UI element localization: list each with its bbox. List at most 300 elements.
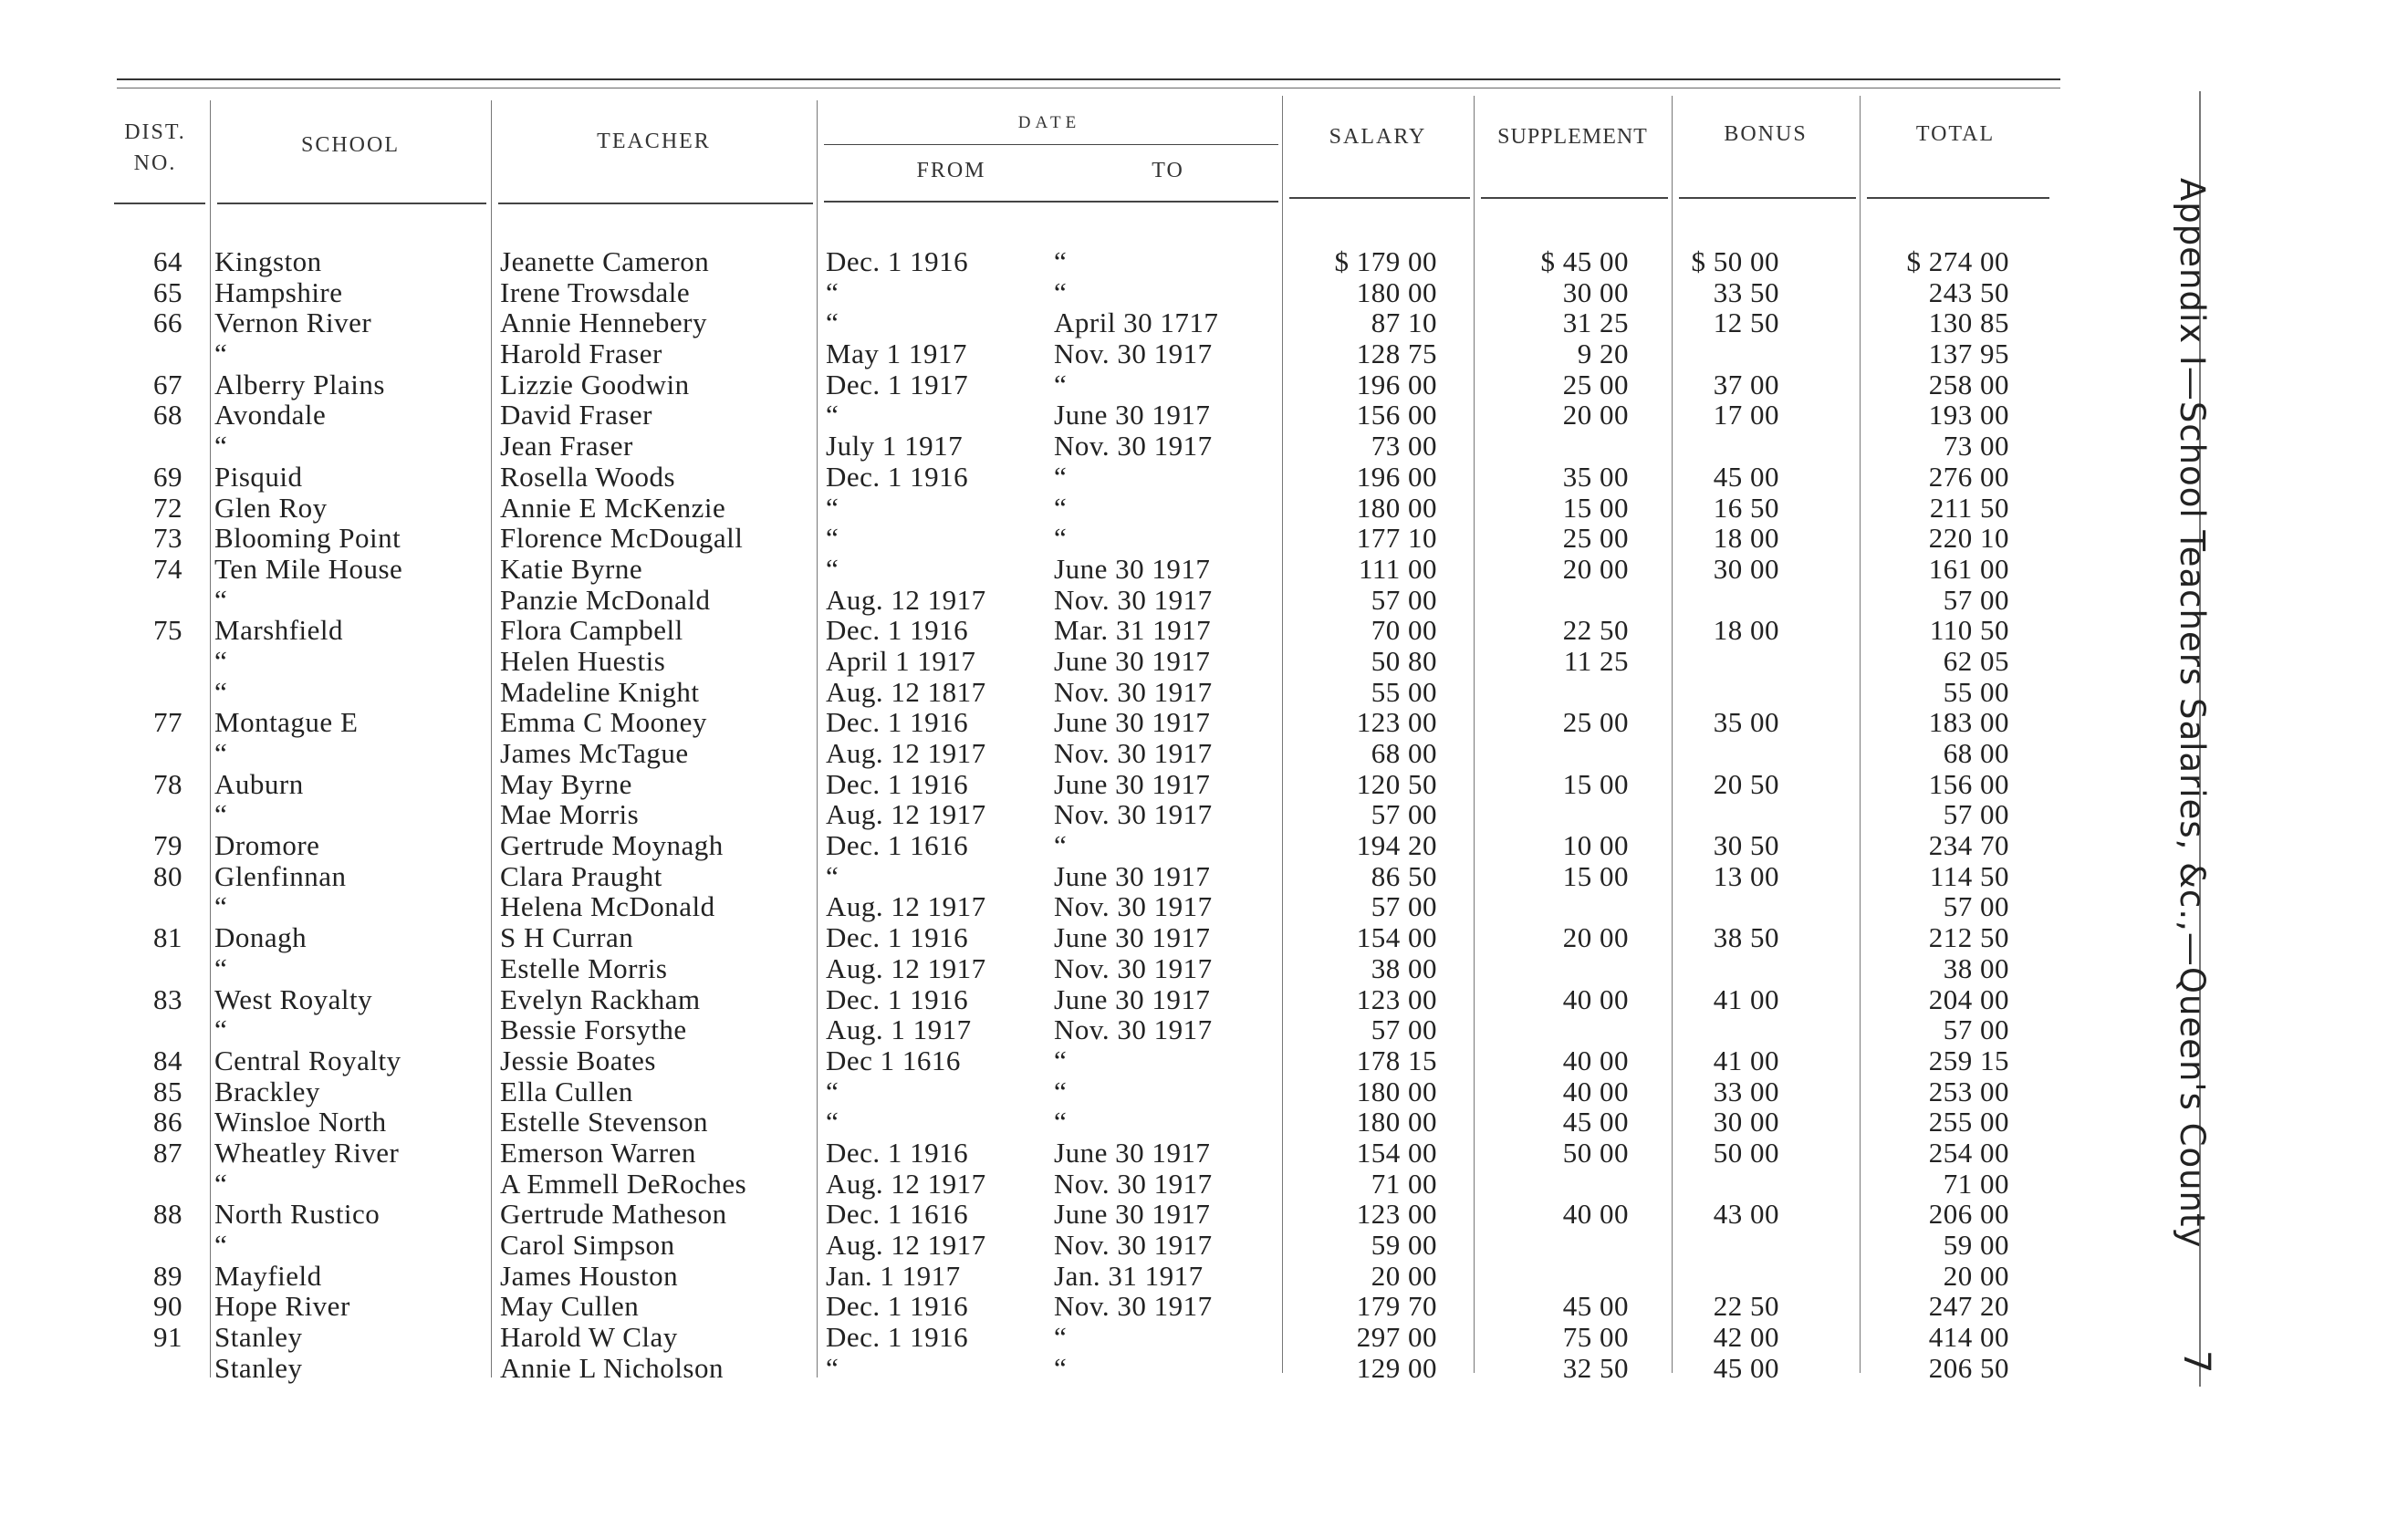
table-row xyxy=(0,246,2099,277)
table-row xyxy=(0,1169,2099,1200)
bonus-cell: 41 00 xyxy=(1713,982,1779,1015)
supplement-cell: 25 00 xyxy=(1562,368,1629,400)
salary-cell: 55 00 xyxy=(1371,675,1437,708)
teacher-cell: Carol Simpson xyxy=(500,1229,675,1261)
school-cell: North Rustico xyxy=(214,1198,380,1231)
date-to-cell: Nov. 30 1917 xyxy=(1054,675,1213,708)
date-from-cell: “ xyxy=(826,399,839,431)
header-school: SCHOOL xyxy=(300,133,400,157)
total-cell: 247 20 xyxy=(1928,1290,2009,1323)
teacher-cell: Emerson Warren xyxy=(500,1136,696,1169)
date-from-cell: Aug. 12 1917 xyxy=(826,951,986,984)
date-from-cell: April 1 1917 xyxy=(826,644,976,677)
dist-cell: 86 xyxy=(153,1106,182,1138)
total-cell: $ 274 00 xyxy=(1906,245,2009,277)
bonus-cell: 13 00 xyxy=(1713,859,1779,892)
date-from-cell: Dec. 1 1916 xyxy=(826,982,969,1015)
bonus-cell: 22 50 xyxy=(1713,1290,1779,1323)
table-row xyxy=(0,462,2099,493)
bonus-cell: 12 50 xyxy=(1713,307,1779,339)
date-to-cell: Nov. 30 1917 xyxy=(1054,1013,1213,1046)
bonus-cell: 30 50 xyxy=(1713,829,1779,862)
bonus-cell: 30 00 xyxy=(1713,1106,1779,1138)
salary-cell: 57 00 xyxy=(1371,1013,1437,1046)
salary-cell: 111 00 xyxy=(1359,552,1437,585)
table-row xyxy=(0,830,2099,861)
bonus-cell: 35 00 xyxy=(1713,706,1779,739)
school-cell: Wheatley River xyxy=(214,1136,400,1169)
table-row xyxy=(0,554,2099,585)
total-cell: 206 50 xyxy=(1928,1351,2009,1384)
teacher-cell: Lizzie Goodwin xyxy=(500,368,690,400)
table-row xyxy=(0,585,2099,616)
date-from-cell: Aug. 12 1817 xyxy=(826,675,986,708)
table-row xyxy=(0,1261,2099,1292)
salary-cell: 86 50 xyxy=(1371,859,1437,892)
teacher-cell: Flora Campbell xyxy=(500,614,683,647)
supplement-cell: 75 00 xyxy=(1562,1321,1629,1354)
salary-cell: 196 00 xyxy=(1356,368,1437,400)
salary-cell: 57 00 xyxy=(1371,890,1437,923)
total-cell: 258 00 xyxy=(1928,368,2009,400)
table-row xyxy=(0,1353,2099,1384)
date-from-cell: Dec. 1 1916 xyxy=(826,921,969,954)
total-cell: 212 50 xyxy=(1928,921,2009,954)
school-cell: Avondale xyxy=(214,399,327,431)
bonus-cell: 37 00 xyxy=(1713,368,1779,400)
total-cell: 73 00 xyxy=(1943,430,2009,463)
teacher-cell: Rosella Woods xyxy=(500,460,676,493)
bonus-cell: 38 50 xyxy=(1713,921,1779,954)
school-cell: Stanley xyxy=(214,1321,303,1354)
date-from-cell: Aug. 1 1917 xyxy=(826,1013,972,1046)
date-from-cell: Dec. 1 1616 xyxy=(826,1198,969,1231)
date-from-cell: Dec. 1 1916 xyxy=(826,614,969,647)
date-to-cell: Nov. 30 1917 xyxy=(1054,737,1213,769)
school-cell: Stanley xyxy=(214,1351,303,1384)
date-to-cell: “ xyxy=(1054,1106,1068,1138)
header-underline xyxy=(824,201,1278,203)
school-cell: Winsloe North xyxy=(214,1106,387,1138)
school-cell: “ xyxy=(214,644,228,677)
header-dist-label: DIST. xyxy=(124,120,186,144)
dist-cell: 77 xyxy=(153,706,182,739)
salary-cell: 180 00 xyxy=(1356,1106,1437,1138)
school-cell: “ xyxy=(214,583,228,616)
header-total: TOTAL xyxy=(1915,122,1996,146)
bonus-cell: 41 00 xyxy=(1713,1044,1779,1076)
total-cell: 276 00 xyxy=(1928,460,2009,493)
table-row xyxy=(0,677,2099,708)
total-cell: 204 00 xyxy=(1928,982,2009,1015)
date-from-cell: Aug. 12 1917 xyxy=(826,583,986,616)
school-cell: “ xyxy=(214,737,228,769)
salary-cell: 297 00 xyxy=(1356,1321,1437,1354)
teacher-cell: Gertrude Moynagh xyxy=(500,829,724,862)
header-underline xyxy=(1289,197,1470,199)
school-cell: “ xyxy=(214,890,228,923)
table-row xyxy=(0,1230,2099,1261)
table-row xyxy=(0,1138,2099,1169)
date-from-cell: “ xyxy=(826,1351,839,1384)
total-cell: 206 00 xyxy=(1928,1198,2009,1231)
table-row xyxy=(0,615,2099,646)
teacher-cell: Evelyn Rackham xyxy=(500,982,701,1015)
supplement-cell: 25 00 xyxy=(1562,706,1629,739)
date-to-cell: “ xyxy=(1054,1075,1068,1107)
header-dist xyxy=(105,117,205,179)
school-cell: Dromore xyxy=(214,829,320,862)
bonus-cell: 18 00 xyxy=(1713,522,1779,555)
date-to-cell: June 30 1917 xyxy=(1054,1136,1211,1169)
date-from-cell: “ xyxy=(826,275,839,308)
header-salary: SALARY xyxy=(1329,125,1427,149)
school-cell: Mayfield xyxy=(214,1259,322,1292)
bonus-cell: 33 00 xyxy=(1713,1075,1779,1107)
total-cell: 255 00 xyxy=(1928,1106,2009,1138)
header-underline xyxy=(1867,197,2049,199)
school-cell: Blooming Point xyxy=(214,522,401,555)
supplement-cell: 25 00 xyxy=(1562,522,1629,555)
date-to-cell: June 30 1917 xyxy=(1054,644,1211,677)
date-from-cell: Aug. 12 1917 xyxy=(826,890,986,923)
school-cell: Marshfield xyxy=(214,614,344,647)
salary-cell: 154 00 xyxy=(1356,921,1437,954)
table-row xyxy=(0,984,2099,1015)
total-cell: 259 15 xyxy=(1928,1044,2009,1076)
date-from-cell: May 1 1917 xyxy=(826,338,967,370)
salary-cell: 57 00 xyxy=(1371,798,1437,831)
dist-cell: 65 xyxy=(153,275,182,308)
supplement-cell: 40 00 xyxy=(1562,1075,1629,1107)
bonus-cell: 16 50 xyxy=(1713,491,1779,524)
dist-cell: 81 xyxy=(153,921,182,954)
date-to-cell: Nov. 30 1917 xyxy=(1054,1167,1213,1200)
table-row xyxy=(0,646,2099,677)
salary-cell: 57 00 xyxy=(1371,583,1437,616)
total-cell: 57 00 xyxy=(1943,1013,2009,1046)
table-row xyxy=(0,922,2099,953)
date-from-cell: Aug. 12 1917 xyxy=(826,1229,986,1261)
supplement-cell: 30 00 xyxy=(1562,275,1629,308)
salary-cell: 59 00 xyxy=(1371,1229,1437,1261)
date-to-cell: June 30 1917 xyxy=(1054,982,1211,1015)
date-from-cell: Aug. 12 1917 xyxy=(826,737,986,769)
salary-cell: 180 00 xyxy=(1356,491,1437,524)
date-from-cell: Dec. 1 1916 xyxy=(826,245,969,277)
supplement-cell: 20 00 xyxy=(1562,552,1629,585)
table-row xyxy=(0,799,2099,830)
date-to-cell: Nov. 30 1917 xyxy=(1054,430,1213,463)
date-to-cell: Jan. 31 1917 xyxy=(1054,1259,1204,1292)
teacher-cell: James Houston xyxy=(500,1259,679,1292)
dist-cell: 89 xyxy=(153,1259,182,1292)
date-from-cell: Dec. 1 1917 xyxy=(826,368,969,400)
teacher-cell: Mae Morris xyxy=(500,798,640,831)
header-date: DATE xyxy=(1017,113,1081,132)
date-from-cell: “ xyxy=(826,307,839,339)
table-row xyxy=(0,861,2099,892)
teacher-cell: May Cullen xyxy=(500,1290,640,1323)
dist-cell: 80 xyxy=(153,859,182,892)
salary-cell: 87 10 xyxy=(1371,307,1437,339)
school-cell: “ xyxy=(214,951,228,984)
header-bonus: BONUS xyxy=(1724,122,1808,146)
teacher-cell: Katie Byrne xyxy=(500,552,643,585)
date-from-cell: July 1 1917 xyxy=(826,430,964,463)
school-cell: Pisquid xyxy=(214,460,303,493)
school-cell: “ xyxy=(214,675,228,708)
school-cell: Glen Roy xyxy=(214,491,328,524)
date-from-cell: Dec 1 1616 xyxy=(826,1044,961,1076)
side-title: Appendix I—School Teachers Salaries, &c.,—Queen's County xyxy=(2173,178,2212,1249)
salary-cell: 73 00 xyxy=(1371,430,1437,463)
date-to-cell: Nov. 30 1917 xyxy=(1054,583,1213,616)
header-underline xyxy=(498,203,813,204)
school-cell: Kingston xyxy=(214,245,322,277)
salary-cell: 38 00 xyxy=(1371,951,1437,984)
total-cell: 183 00 xyxy=(1928,706,2009,739)
date-to-cell: “ xyxy=(1054,245,1068,277)
teacher-cell: Emma C Mooney xyxy=(500,706,707,739)
teacher-cell: Jessie Boates xyxy=(500,1044,656,1076)
date-to-cell: “ xyxy=(1054,1321,1068,1354)
table-row xyxy=(0,493,2099,524)
total-cell: 414 00 xyxy=(1928,1321,2009,1354)
dist-cell: 83 xyxy=(153,982,182,1015)
salary-cell: 120 50 xyxy=(1356,767,1437,800)
page-number: 7 xyxy=(2175,1350,2217,1374)
date-from-cell: Dec. 1 1916 xyxy=(826,767,969,800)
table-row xyxy=(0,1107,2099,1138)
total-cell: 57 00 xyxy=(1943,798,2009,831)
bonus-cell: 18 00 xyxy=(1713,614,1779,647)
total-cell: 68 00 xyxy=(1943,737,2009,769)
date-from-cell: Dec. 1 1916 xyxy=(826,1136,969,1169)
dist-cell: 72 xyxy=(153,491,182,524)
supplement-cell: 45 00 xyxy=(1562,1106,1629,1138)
supplement-cell: 22 50 xyxy=(1562,614,1629,647)
dist-cell: 66 xyxy=(153,307,182,339)
teacher-cell: A Emmell DeRoches xyxy=(500,1167,747,1200)
school-cell: Montague E xyxy=(214,706,359,739)
table-row xyxy=(0,338,2099,369)
table-row xyxy=(0,707,2099,738)
bonus-cell: 20 50 xyxy=(1713,767,1779,800)
date-to-cell: “ xyxy=(1054,275,1068,308)
date-from-cell: Dec. 1 1916 xyxy=(826,1290,969,1323)
salary-cell: 70 00 xyxy=(1371,614,1437,647)
dist-cell: 75 xyxy=(153,614,182,647)
supplement-cell: 45 00 xyxy=(1562,1290,1629,1323)
table-row xyxy=(0,1291,2099,1322)
supplement-cell: 40 00 xyxy=(1562,982,1629,1015)
school-cell: Glenfinnan xyxy=(214,859,347,892)
table-row xyxy=(0,1014,2099,1045)
date-to-cell: June 30 1917 xyxy=(1054,921,1211,954)
salary-cell: 123 00 xyxy=(1356,1198,1437,1231)
teacher-cell: May Byrne xyxy=(500,767,632,800)
school-cell: Auburn xyxy=(214,767,304,800)
date-to-cell: June 30 1917 xyxy=(1054,552,1211,585)
total-cell: 38 00 xyxy=(1943,951,2009,984)
header-to: TO xyxy=(1152,159,1184,182)
teacher-cell: Madeline Knight xyxy=(500,675,700,708)
date-from-cell: Aug. 12 1917 xyxy=(826,798,986,831)
table-row xyxy=(0,1045,2099,1076)
school-cell: Ten Mile House xyxy=(214,552,403,585)
teacher-cell: S H Curran xyxy=(500,921,634,954)
teacher-cell: Annie E McKenzie xyxy=(500,491,726,524)
teacher-cell: Annie L Nicholson xyxy=(500,1351,724,1384)
date-from-cell: Dec. 1 1916 xyxy=(826,706,969,739)
school-cell: “ xyxy=(214,1167,228,1200)
table-row xyxy=(0,307,2099,338)
salary-cell: 194 20 xyxy=(1356,829,1437,862)
bonus-cell: 50 00 xyxy=(1713,1136,1779,1169)
school-cell: Alberry Plains xyxy=(214,368,385,400)
bonus-cell: 33 50 xyxy=(1713,275,1779,308)
teacher-cell: Helen Huestis xyxy=(500,644,666,677)
bonus-cell: 30 00 xyxy=(1713,552,1779,585)
header-from: FROM xyxy=(916,159,986,182)
table-row xyxy=(0,738,2099,769)
date-from-cell: “ xyxy=(826,491,839,524)
dist-cell: 67 xyxy=(153,368,182,400)
teacher-cell: Ella Cullen xyxy=(500,1075,633,1107)
school-cell: Central Royalty xyxy=(214,1044,401,1076)
header-teacher: TEACHER xyxy=(597,130,711,153)
date-to-cell: “ xyxy=(1054,1044,1068,1076)
salary-cell: 123 00 xyxy=(1356,982,1437,1015)
total-cell: 211 50 xyxy=(1929,491,2009,524)
teacher-cell: Florence McDougall xyxy=(500,522,744,555)
supplement-cell: 9 20 xyxy=(1577,338,1629,370)
school-cell: Hope River xyxy=(214,1290,350,1323)
teacher-cell: Helena McDonald xyxy=(500,890,715,923)
salary-cell: 68 00 xyxy=(1371,737,1437,769)
table-row xyxy=(0,769,2099,800)
bonus-cell: 42 00 xyxy=(1713,1321,1779,1354)
supplement-cell: 15 00 xyxy=(1562,767,1629,800)
total-cell: 114 50 xyxy=(1929,859,2009,892)
date-from-cell: Jan. 1 1917 xyxy=(826,1259,961,1292)
teacher-cell: Estelle Stevenson xyxy=(500,1106,709,1138)
table-row xyxy=(0,953,2099,984)
salary-cell: 179 70 xyxy=(1356,1290,1437,1323)
teacher-cell: Estelle Morris xyxy=(500,951,668,984)
teacher-cell: Harold Fraser xyxy=(500,338,662,370)
total-cell: 110 50 xyxy=(1929,614,2009,647)
school-cell: “ xyxy=(214,1013,228,1046)
dist-cell: 68 xyxy=(153,399,182,431)
date-from-cell: Dec. 1 1916 xyxy=(826,460,969,493)
table-row xyxy=(0,523,2099,554)
dist-cell: 87 xyxy=(153,1136,182,1169)
table-row xyxy=(0,277,2099,308)
total-cell: 62 05 xyxy=(1943,644,2009,677)
supplement-cell: 20 00 xyxy=(1562,921,1629,954)
salary-table-body xyxy=(0,246,2099,1383)
total-cell: 59 00 xyxy=(1943,1229,2009,1261)
bonus-cell: 45 00 xyxy=(1713,460,1779,493)
supplement-cell: 31 25 xyxy=(1562,307,1629,339)
date-to-cell: “ xyxy=(1054,368,1068,400)
top-rule xyxy=(117,78,2060,80)
table-row xyxy=(0,400,2099,431)
school-cell: “ xyxy=(214,338,228,370)
supplement-cell: 20 00 xyxy=(1562,399,1629,431)
teacher-cell: Jean Fraser xyxy=(500,430,633,463)
supplement-cell: 35 00 xyxy=(1562,460,1629,493)
table-row xyxy=(0,891,2099,922)
total-cell: 20 00 xyxy=(1943,1259,2009,1292)
school-cell: West Royalty xyxy=(214,982,373,1015)
dist-cell: 84 xyxy=(153,1044,182,1076)
salary-cell: 50 80 xyxy=(1371,644,1437,677)
header-underline xyxy=(1679,197,1856,199)
header-supplement: SUPPLEMENT xyxy=(1497,125,1648,149)
table-row xyxy=(0,431,2099,462)
table-row xyxy=(0,1076,2099,1107)
header-underline xyxy=(1481,197,1668,199)
school-cell: Donagh xyxy=(214,921,308,954)
dist-cell: 91 xyxy=(153,1321,182,1354)
dist-cell: 85 xyxy=(153,1075,182,1107)
supplement-cell: 11 25 xyxy=(1563,644,1629,677)
dist-cell: 90 xyxy=(153,1290,182,1323)
school-cell: “ xyxy=(214,430,228,463)
teacher-cell: Irene Trowsdale xyxy=(500,275,691,308)
date-from-cell: Dec. 1 1616 xyxy=(826,829,969,862)
supplement-cell: 40 00 xyxy=(1562,1044,1629,1076)
date-to-cell: June 30 1917 xyxy=(1054,767,1211,800)
salary-cell: 178 15 xyxy=(1356,1044,1437,1076)
school-cell: Brackley xyxy=(214,1075,320,1107)
dist-cell: 88 xyxy=(153,1198,182,1231)
school-cell: Hampshire xyxy=(214,275,343,308)
teacher-cell: Bessie Forsythe xyxy=(500,1013,687,1046)
date-from-cell: “ xyxy=(826,522,839,555)
date-to-cell: April 30 1717 xyxy=(1054,307,1219,339)
dist-cell: 69 xyxy=(153,460,182,493)
total-cell: 254 00 xyxy=(1928,1136,2009,1169)
total-cell: 193 00 xyxy=(1928,399,2009,431)
teacher-cell: Annie Hennebery xyxy=(500,307,707,339)
supplement-cell: 15 00 xyxy=(1562,859,1629,892)
salary-cell: 129 00 xyxy=(1356,1351,1437,1384)
table-row xyxy=(0,1199,2099,1230)
total-cell: 161 00 xyxy=(1928,552,2009,585)
total-cell: 57 00 xyxy=(1943,583,2009,616)
date-from-cell: “ xyxy=(826,552,839,585)
header-underline xyxy=(114,203,205,204)
salary-cell: 156 00 xyxy=(1356,399,1437,431)
header-no-label: NO. xyxy=(133,151,177,175)
date-from-cell: Aug. 12 1917 xyxy=(826,1167,986,1200)
dist-cell: 78 xyxy=(153,767,182,800)
dist-cell: 74 xyxy=(153,552,182,585)
bonus-cell: 43 00 xyxy=(1713,1198,1779,1231)
total-cell: 57 00 xyxy=(1943,890,2009,923)
supplement-cell: 10 00 xyxy=(1562,829,1629,862)
total-cell: 156 00 xyxy=(1928,767,2009,800)
date-from-cell: “ xyxy=(826,859,839,892)
date-to-cell: June 30 1917 xyxy=(1054,706,1211,739)
salary-cell: 20 00 xyxy=(1371,1259,1437,1292)
total-cell: 71 00 xyxy=(1943,1167,2009,1200)
header-underline xyxy=(217,203,486,204)
